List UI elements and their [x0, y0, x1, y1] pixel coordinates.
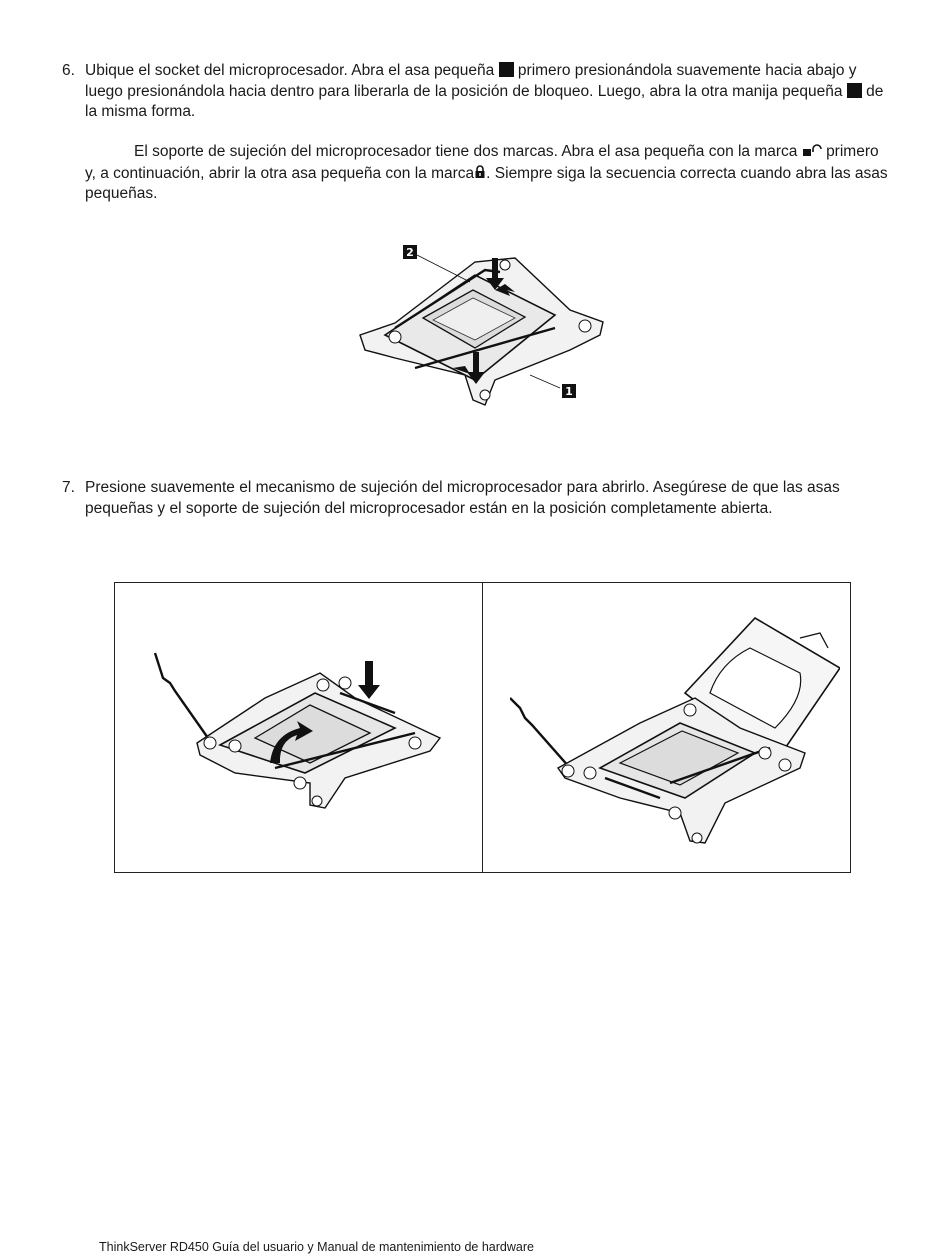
svg-text:1: 1 — [565, 385, 573, 398]
note-paragraph: El soporte de sujeción del microprocesador tiene dos marcas. Abra el asa pequeña con la marca primero y, a continuación, abrir la otra asa pequeña con la marca . Siempre siga la secuencia correcta cuando abra las asas pequeñas. — [85, 143, 888, 202]
callout-marker-2 — [847, 83, 862, 98]
step-7-text: Presione suavemente el mecanismo de sujeción del microprocesador para abrirlo. Asegúrese de que las asas pequeñas y el soporte de sujeción del microprocesador están en la posición completamente abierta. — [85, 479, 840, 517]
step-7-number: 7. — [62, 479, 75, 496]
step-7 — [62, 478, 892, 519]
step-6 — [62, 61, 892, 123]
callout-marker-1 — [499, 62, 514, 77]
socket-illustration-pressing-lever — [145, 643, 455, 863]
socket-illustration-fully-open — [510, 613, 840, 863]
two-panel-figure — [114, 582, 851, 873]
unlock-icon — [802, 141, 822, 162]
lock-icon — [474, 163, 486, 184]
step-6-number: 6. — [62, 62, 75, 79]
callout-2 — [403, 245, 417, 259]
panel-divider — [482, 583, 483, 872]
page-footer: ThinkServer RD450 Guía del usuario y Manual de mantenimiento de hardware — [99, 1240, 534, 1254]
socket-illustration-step6 — [355, 240, 610, 415]
step-6-text: Ubique el socket del microprocesador. Abra el asa pequeña primero presionándola suavemente hacia abajo y luego presionándola hacia dentro para liberarla de la posición de bloqueo. Luego, abra la otra manija pequeña de la misma forma. — [85, 62, 884, 120]
callout-1 — [562, 384, 576, 398]
svg-text:2: 2 — [406, 246, 414, 259]
